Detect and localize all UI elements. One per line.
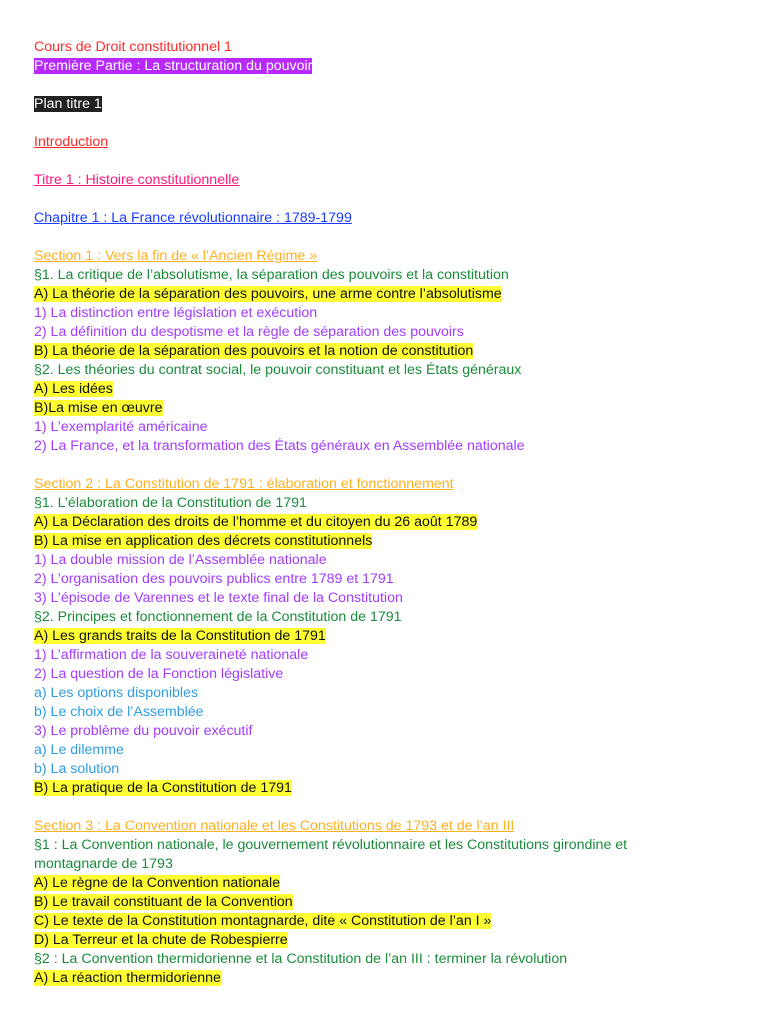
outline-text: A) Le règne de la Convention nationale (34, 875, 281, 891)
outline-line (34, 703, 734, 722)
outline-text: §1. La critique de l’absolutisme, la séparation des pouvoirs et la constitution (34, 267, 509, 283)
outline-text: 2) La France, et la transformation des États généraux en Assemblée nationale (34, 438, 525, 454)
outline-text: A) La Déclaration des droits de l’homme et du citoyen du 26 août 1789 (34, 514, 478, 530)
outline-text: 1) La distinction entre législation et exécution (34, 305, 318, 321)
outline-line (34, 323, 734, 342)
outline-line (34, 209, 734, 228)
blank-line (34, 456, 734, 475)
outline-line (34, 247, 734, 266)
outline-line (34, 627, 734, 646)
outline-line (34, 684, 734, 703)
outline-text: A) La théorie de la séparation des pouvoirs, une arme contre l’absolutisme (34, 286, 502, 302)
blank-line (34, 152, 734, 171)
outline-text: 3) L’épisode de Varennes et le texte final de la Constitution (34, 590, 403, 606)
outline-text: Première Partie : La structuration du pouvoir (34, 58, 313, 74)
outline-line (34, 513, 734, 532)
outline-text: Titre 1 : Histoire constitutionnelle (34, 172, 240, 188)
outline-line (34, 912, 734, 931)
outline-line (34, 57, 734, 76)
outline-text: 2) La définition du despotisme et la règle de séparation des pouvoirs (34, 324, 464, 340)
outline-text: 1) L’affirmation de la souveraineté nationale (34, 647, 309, 663)
outline-line (34, 342, 734, 361)
outline-line (34, 969, 734, 988)
outline-line (34, 874, 734, 893)
blank-line (34, 798, 734, 817)
outline-line (34, 475, 734, 494)
outline-text: Section 1 : Vers la fin de « l’Ancien Régime » (34, 248, 318, 264)
outline-text: b) La solution (34, 761, 120, 777)
outline-line (34, 646, 734, 665)
outline-line (34, 171, 734, 190)
outline-line (34, 133, 734, 152)
outline-line (34, 551, 734, 570)
outline-text: §2 : La Convention thermidorienne et la Constitution de l’an III : terminer la révolution (34, 951, 568, 967)
blank-line (34, 228, 734, 247)
outline-line (34, 38, 734, 57)
outline-line (34, 722, 734, 741)
blank-line (34, 190, 734, 209)
outline-line (34, 285, 734, 304)
outline-text: Chapitre 1 : La France révolutionnaire : 1789-1799 (34, 210, 352, 226)
outline-text: B) La théorie de la séparation des pouvoirs et la notion de constitution (34, 343, 474, 359)
outline-text: D) La Terreur et la chute de Robespierre (34, 932, 288, 948)
outline-text: §2. Principes et fonctionnement de la Constitution de 1791 (34, 609, 402, 625)
outline-text: §1. L’élaboration de la Constitution de 1791 (34, 495, 307, 511)
outline-text: a) Les options disponibles (34, 685, 199, 701)
outline-text: 2) L’organisation des pouvoirs publics entre 1789 et 1791 (34, 571, 394, 587)
outline-line (34, 399, 734, 418)
outline-line (34, 437, 734, 456)
outline-text: Cours de Droit constitutionnel 1 (34, 39, 232, 55)
outline-text: b) Le choix de l’Assemblée (34, 704, 204, 720)
outline-line (34, 931, 734, 950)
outline-line (34, 760, 734, 779)
blank-line (34, 114, 734, 133)
outline-text: §1 : La Convention nationale, le gouvernement révolutionnaire et les Constitutions girondine et montagnarde de 1793 (34, 837, 628, 872)
outline-text: C) Le texte de la Constitution montagnarde, dite « Constitution de l’an I » (34, 913, 492, 929)
outline-line (34, 589, 734, 608)
outline-line (34, 266, 734, 285)
outline-text: B) Le travail constituant de la Convention (34, 894, 293, 910)
outline-line (34, 494, 734, 513)
outline-line (34, 418, 734, 437)
outline-text: Section 2 : La Constitution de 1791 : élaboration et fonctionnement (34, 476, 454, 492)
outline-line (34, 817, 734, 836)
outline-line (34, 950, 734, 969)
outline-line (34, 893, 734, 912)
outline-line (34, 532, 734, 551)
outline-line (34, 361, 734, 380)
outline-text: A) La réaction thermidorienne (34, 970, 221, 986)
outline-line (34, 608, 734, 627)
outline-text: a) Le dilemme (34, 742, 124, 758)
outline-text: Section 3 : La Convention nationale et les Constitutions de 1793 et de l’an III (34, 818, 515, 834)
outline-text: A) Les idées (34, 381, 113, 397)
outline-line (34, 665, 734, 684)
outline-line (34, 570, 734, 589)
outline-text: 1) La double mission de l’Assemblée nationale (34, 552, 327, 568)
outline-line (34, 741, 734, 760)
blank-line (34, 76, 734, 95)
outline-text: §2. Les théories du contrat social, le pouvoir constituant et les États généraux (34, 362, 522, 378)
outline-text: B)La mise en œuvre (34, 400, 163, 416)
outline-line (34, 779, 734, 798)
outline-text: 1) L’exemplarité américaine (34, 419, 208, 435)
outline-text: B) La pratique de la Constitution de 1791 (34, 780, 292, 796)
outline-text: 3) Le problème du pouvoir exécutif (34, 723, 253, 739)
outline-line (34, 380, 734, 399)
outline-text: A) Les grands traits de la Constitution de 1791 (34, 628, 326, 644)
outline-text: Introduction (34, 134, 109, 150)
outline-line (34, 95, 734, 114)
outline-line (34, 836, 684, 874)
outline-line (34, 304, 734, 323)
outline-text: B) La mise en application des décrets constitutionnels (34, 533, 373, 549)
outline-text: Plan titre 1 (34, 96, 102, 112)
outline-text: 2) La question de la Fonction législative (34, 666, 284, 682)
